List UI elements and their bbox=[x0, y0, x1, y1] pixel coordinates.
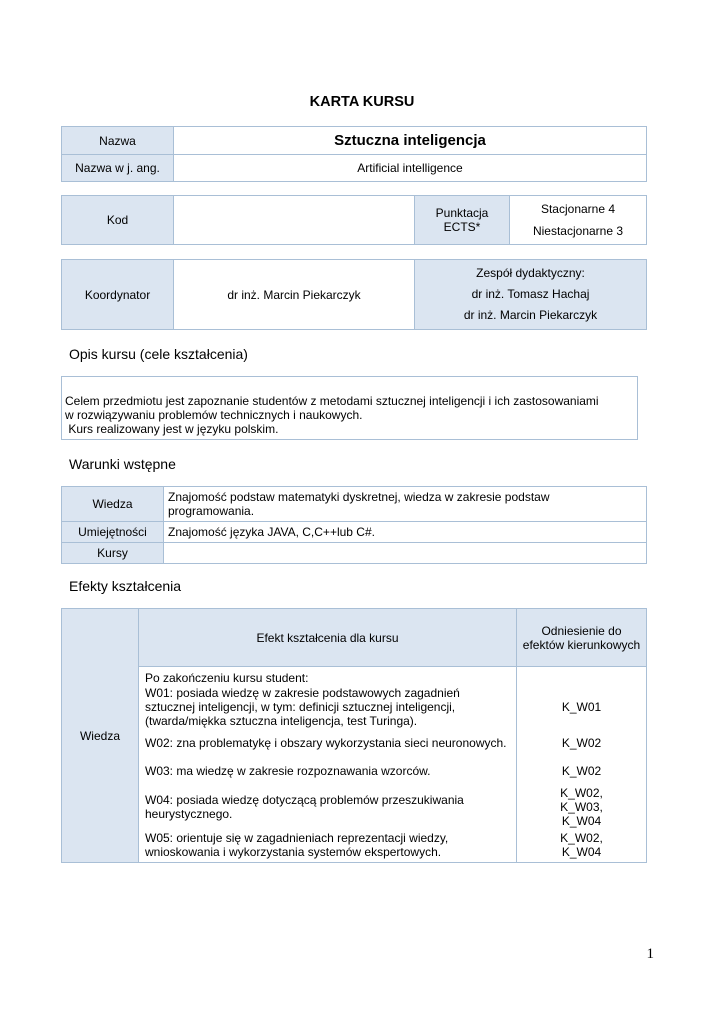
outcome-ref-line: K_W02, bbox=[560, 785, 603, 800]
outcome-text-line: W01: posiada wiedzę w zakresie podstawowych zagadnień bbox=[145, 685, 460, 700]
course-name: Sztuczna inteligencja bbox=[174, 127, 647, 155]
outcome-text-line: sztucznej inteligencji, w tym: definicji sztucznej inteligencji, bbox=[145, 699, 456, 714]
code-value bbox=[174, 196, 415, 245]
description-heading: Opis kursu (cele kształcenia) bbox=[69, 346, 248, 362]
team-label: Zespół dydaktyczny: bbox=[476, 266, 585, 280]
prereq-label-skills: Umiejętności bbox=[62, 522, 164, 543]
team-member: dr inż. Tomasz Hachaj bbox=[471, 287, 590, 301]
outcome-ref: K_W02 bbox=[517, 729, 647, 757]
outcome-item bbox=[139, 685, 517, 729]
outcome-item bbox=[139, 785, 517, 829]
outcome-ref-line: K_W02, bbox=[560, 831, 603, 846]
course-code-table bbox=[61, 195, 647, 245]
outcome-ref: K_W01 bbox=[517, 685, 647, 729]
outcome-text-line: W04: posiada wiedzę dotyczącą problemów przeszukiwania bbox=[145, 792, 464, 807]
team-member: dr inż. Marcin Piekarczyk bbox=[463, 308, 598, 322]
outcome-ref: K_W02 bbox=[517, 757, 647, 785]
page-title: KARTA KURSU bbox=[309, 94, 415, 110]
prereq-value-courses bbox=[164, 543, 647, 564]
outcome-text-line: W05: orientuje się w zagadnieniach reprezentacji wiedzy, bbox=[145, 831, 449, 846]
prereq-value-knowledge bbox=[164, 487, 647, 522]
outcome-ref bbox=[517, 785, 647, 829]
outcomes-col-effect: Efekt kształcenia dla kursu bbox=[139, 609, 517, 667]
outcome-item bbox=[139, 829, 517, 863]
description-line: Celem przedmiotu jest zapoznanie studentów z metodami sztucznej inteligencji i ich zastosowaniami bbox=[65, 394, 599, 408]
ects-label: Punktacja ECTS* bbox=[415, 196, 510, 245]
team-cell bbox=[415, 260, 647, 330]
prerequisites-heading: Warunki wstępne bbox=[69, 456, 176, 472]
outcome-text-line: heurystycznego. bbox=[145, 806, 233, 821]
outcome-text-line: (twarda/miękka sztuczna inteligencja, test Turinga). bbox=[145, 713, 418, 728]
prereq-line: programowania. bbox=[168, 504, 255, 518]
outcomes-col-reference bbox=[517, 609, 647, 667]
prereq-value-skills: Znajomość języka JAVA, C,C++lub C#. bbox=[164, 522, 647, 543]
reference-header-line: Odniesienie do bbox=[541, 623, 622, 638]
outcomes-table bbox=[61, 608, 647, 863]
outcome-ref bbox=[517, 829, 647, 863]
outcome-text-line: wnioskowania i wykorzystania systemów ekspertowych. bbox=[145, 845, 442, 860]
name-en-label: Nazwa w j. ang. bbox=[62, 155, 174, 182]
outcome-ref-line: K_W04 bbox=[561, 813, 602, 828]
prerequisites-table bbox=[61, 486, 647, 564]
outcome-item: W02: zna problematykę i obszary wykorzystania sieci neuronowych. bbox=[139, 729, 517, 757]
coordinator-label: Koordynator bbox=[62, 260, 174, 330]
course-name-en: Artificial intelligence bbox=[174, 155, 647, 182]
code-label: Kod bbox=[62, 196, 174, 245]
page-number: 1 bbox=[646, 946, 654, 962]
description-line: Kurs realizowany jest w języku polskim. bbox=[65, 422, 279, 436]
outcome-ref-line: K_W03, bbox=[560, 799, 603, 814]
ects-values bbox=[510, 196, 647, 245]
outcomes-heading: Efekty kształcenia bbox=[69, 578, 182, 594]
outcomes-intro-ref bbox=[517, 667, 647, 685]
outcomes-intro: Po zakończeniu kursu student: bbox=[139, 667, 517, 685]
description-line: w rozwiązywaniu problemów technicznych i naukowych. bbox=[65, 408, 363, 422]
outcome-ref-line: K_W04 bbox=[561, 845, 602, 860]
ects-stationary: Stacjonarne 4 bbox=[540, 202, 616, 216]
ects-nonstationary: Niestacjonarne 3 bbox=[532, 224, 624, 238]
reference-header-line: efektów kierunkowych bbox=[522, 637, 641, 652]
prereq-label-courses: Kursy bbox=[62, 543, 164, 564]
course-name-table bbox=[61, 126, 647, 182]
outcome-item: W03: ma wiedzę w zakresie rozpoznawania wzorców. bbox=[139, 757, 517, 785]
course-staff-table bbox=[61, 259, 647, 330]
prereq-line: Znajomość podstaw matematyki dyskretnej, wiedza w zakresie podstaw bbox=[168, 490, 550, 504]
prereq-label-knowledge: Wiedza bbox=[62, 487, 164, 522]
description-box bbox=[61, 376, 638, 440]
outcomes-category: Wiedza bbox=[62, 609, 139, 863]
name-label: Nazwa bbox=[62, 127, 174, 155]
coordinator-value: dr inż. Marcin Piekarczyk bbox=[174, 260, 415, 330]
